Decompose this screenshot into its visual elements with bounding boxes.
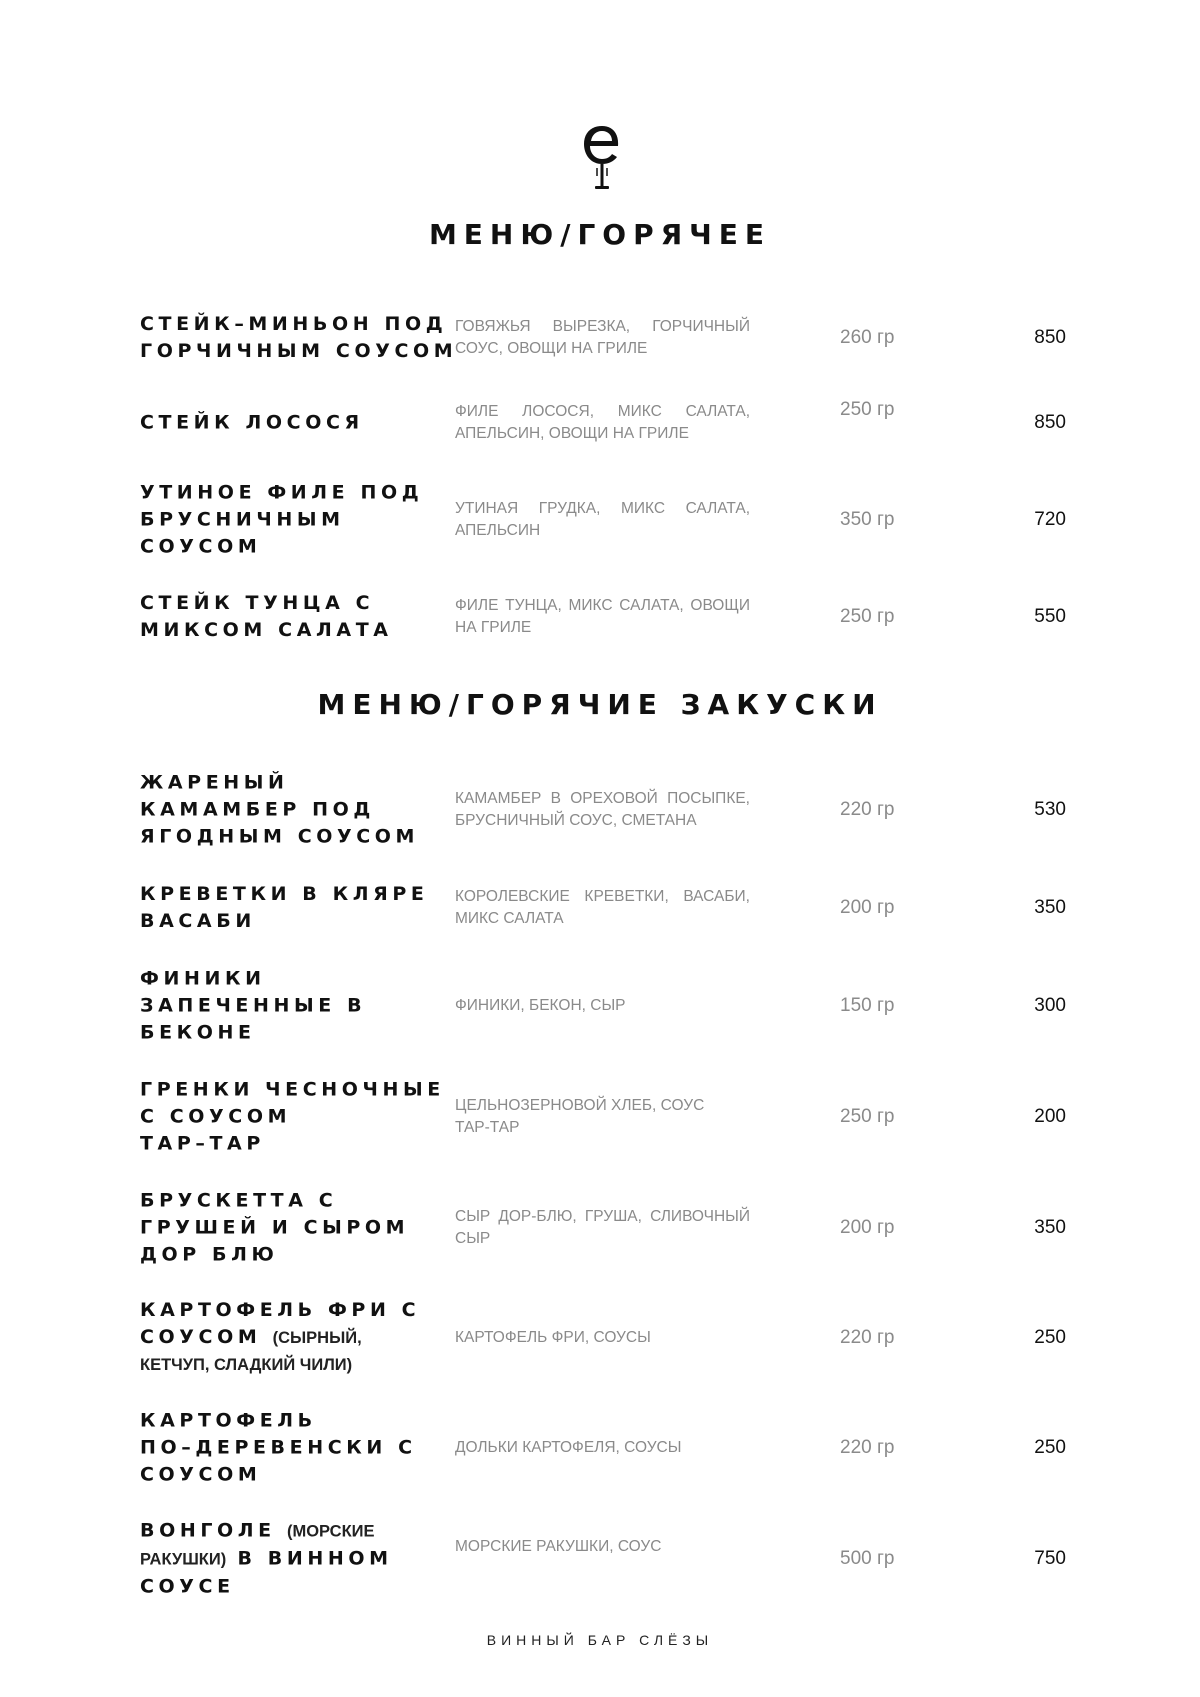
dish-name: БРУСКЕТТА С ГРУШЕЙ И СЫРОМ ДОР БЛЮ <box>140 1189 410 1266</box>
dish-name: СТЕЙК–МИНЬОН ПОД ГОРЧИЧНЫМ СОУСОМ <box>140 313 458 362</box>
dish-weight: 350 гр <box>840 509 895 530</box>
dish-description: ЦЕЛЬНОЗЕРНОВОЙ ХЛЕБ, СОУС ТАР-ТАР <box>455 1097 705 1136</box>
dish-name: ЖАРЕНЫЙ КАМАМБЕР ПОД ЯГОДНЫМ СОУСОМ <box>140 771 420 848</box>
dish-description: КОРОЛЕВСКИЕ КРЕВЕТКИ, ВАСАБИ, МИКС САЛАТА <box>455 888 750 927</box>
dish-weight: 220 гр <box>840 799 895 820</box>
dish-description: ФИНИКИ, БЕКОН, СЫР <box>455 997 626 1014</box>
dish-weight: 150 гр <box>840 995 895 1016</box>
dish-price: 350 <box>1034 1217 1066 1238</box>
dish-price: 530 <box>1034 799 1066 820</box>
dish-price: 200 <box>1034 1106 1066 1127</box>
dish-price: 550 <box>1034 606 1066 627</box>
dish-description: УТИНАЯ ГРУДКА, МИКС САЛАТА, АПЕЛЬСИН <box>455 500 750 539</box>
dish-name: КАРТОФЕЛЬ ПО–ДЕРЕВЕНСКИ С СОУСОМ <box>140 1409 417 1486</box>
dish-price: 250 <box>1034 1327 1066 1348</box>
dish-name: СТЕЙК ЛОСОСЯ <box>140 411 364 434</box>
dish-name: КРЕВЕТКИ В КЛЯРЕ ВАСАБИ <box>140 883 429 932</box>
dish-name: ВОНГОЛЕ (МОРСКИЕ РАКУШКИ) В ВИННОМ СОУСЕ <box>140 1519 393 1598</box>
dish-weight: 220 гр <box>840 1327 895 1348</box>
dish-price: 750 <box>1034 1548 1066 1569</box>
footer-bar-name: ВИННЫЙ БАР СЛЁЗЫ <box>486 1632 714 1648</box>
dish-description: ДОЛЬКИ КАРТОФЕЛЯ, СОУСЫ <box>455 1439 682 1456</box>
dish-price: 720 <box>1034 509 1066 530</box>
dish-description: СЫР ДОР-БЛЮ, ГРУША, СЛИВОЧНЫЙ СЫР <box>455 1208 750 1247</box>
dish-description: ФИЛЕ ЛОСОСЯ, МИКС САЛАТА, АПЕЛЬСИН, ОВОЩИ НА ГРИЛЕ <box>455 403 750 442</box>
dish-weight: 200 гр <box>840 1217 895 1238</box>
dish-weight: 500 гр <box>840 1548 895 1569</box>
section-title-hot-snacks: МЕНЮ/ГОРЯЧИЕ ЗАКУСКИ <box>317 688 883 721</box>
dish-weight: 260 гр <box>840 327 895 348</box>
dish-name: СТЕЙК ТУНЦА С МИКСОМ САЛАТА <box>140 592 393 641</box>
dish-description: МОРСКИЕ РАКУШКИ, СОУС <box>455 1538 662 1555</box>
dish-description: КАМАМБЕР В ОРЕХОВОЙ ПОСЫПКЕ, БРУСНИЧНЫЙ СОУС, СМЕТАНА <box>455 790 750 829</box>
dish-name: КАРТОФЕЛЬ ФРИ С СОУСОМ (СЫРНЫЙ, КЕТЧУП, СЛАДКИЙ ЧИЛИ) <box>140 1299 421 1374</box>
dish-name: ГРЕНКИ ЧЕСНОЧНЫЕ С СОУСОМ ТАР–ТАР <box>140 1078 445 1155</box>
dish-description: КАРТОФЕЛЬ ФРИ, СОУСЫ <box>455 1329 651 1346</box>
dish-name: ФИНИКИ ЗАПЕЧЕННЫЕ В БЕКОНЕ <box>140 967 367 1044</box>
section-title-hot: МЕНЮ/ГОРЯЧЕЕ <box>428 218 772 251</box>
dish-weight: 250 гр <box>840 399 895 420</box>
dish-description: ГОВЯЖЬЯ ВЫРЕЗКА, ГОРЧИЧНЫЙ СОУС, ОВОЩИ НА ГРИЛЕ <box>455 318 750 357</box>
dish-price: 300 <box>1034 995 1066 1016</box>
dish-weight: 220 гр <box>840 1437 895 1458</box>
dish-price: 350 <box>1034 897 1066 918</box>
dish-price: 850 <box>1034 327 1066 348</box>
dish-weight: 200 гр <box>840 897 895 918</box>
dish-weight: 250 гр <box>840 606 895 627</box>
logo-icon <box>582 124 622 194</box>
dish-weight: 250 гр <box>840 1106 895 1127</box>
dish-name: УТИНОЕ ФИЛЕ ПОД БРУСНИЧНЫМ СОУСОМ <box>140 481 424 558</box>
dish-description: ФИЛЕ ТУНЦА, МИКС САЛАТА, ОВОЩИ НА ГРИЛЕ <box>455 597 750 636</box>
dish-price: 250 <box>1034 1437 1066 1458</box>
dish-price: 850 <box>1034 412 1066 433</box>
